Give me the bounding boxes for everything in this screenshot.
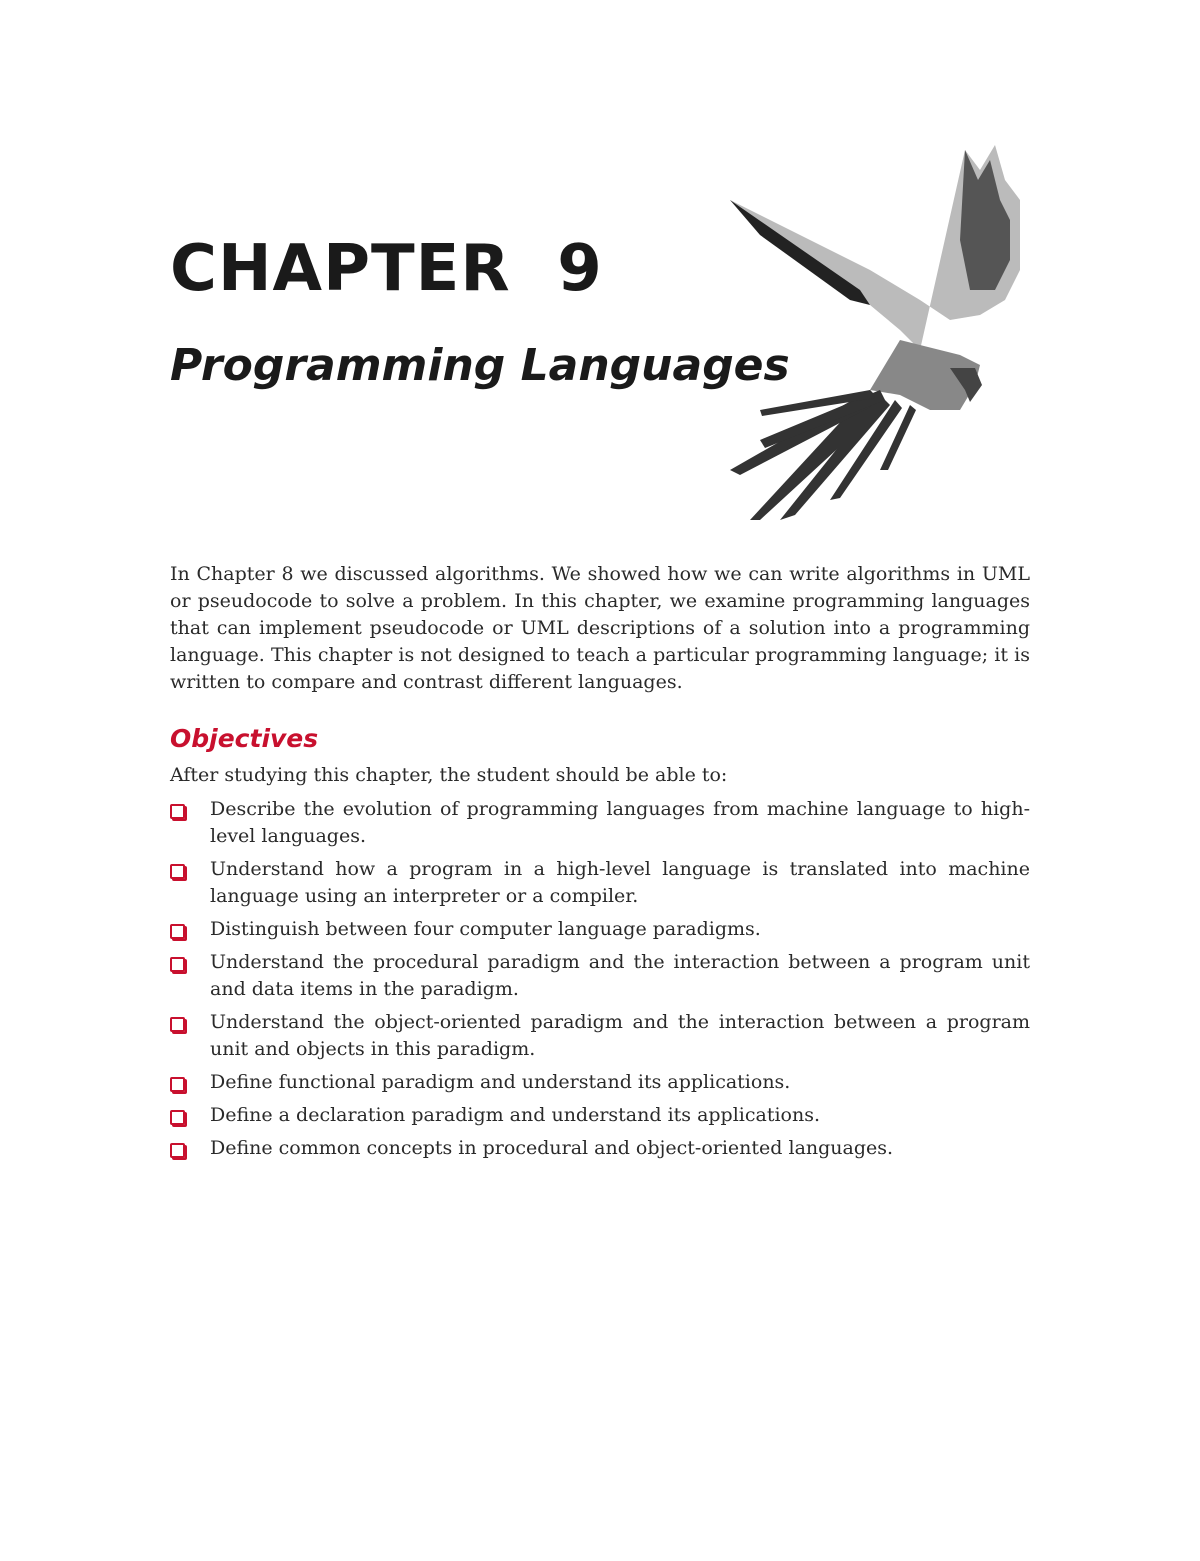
list-item [170, 796, 1030, 850]
item-text: Define functional paradigm and understand its applications. [210, 1071, 791, 1093]
item-text: Understand how a program in a high-level language is translated into machine language using an interpreter or a compiler. [210, 858, 1030, 907]
list-item [170, 1135, 1030, 1162]
list-item [170, 1009, 1030, 1063]
item-text: Define a declaration paradigm and understand its applications. [210, 1104, 821, 1126]
item-text: Understand the procedural paradigm and the interaction between a program unit and data items in the paradigm. [210, 951, 1030, 1000]
checkbox-bullet-icon [170, 864, 185, 879]
list-item [170, 949, 1030, 1003]
list-item [170, 1102, 1030, 1129]
checkbox-bullet-icon [170, 1143, 185, 1158]
objectives-list [170, 796, 1030, 1168]
chapter-number: CHAPTER 9 [170, 232, 603, 306]
checkbox-bullet-icon [170, 924, 185, 939]
checkbox-bullet-icon [170, 957, 185, 972]
list-item [170, 856, 1030, 910]
checkbox-bullet-icon [170, 1017, 185, 1032]
objectives-heading: Objectives [170, 724, 319, 753]
item-text: Describe the evolution of programming languages from machine language to high-level languages. [210, 798, 1030, 847]
list-item [170, 1069, 1030, 1096]
checkbox-bullet-icon [170, 1077, 185, 1092]
objectives-lead: After studying this chapter, the student should be able to: [170, 764, 728, 786]
intro-paragraph: In Chapter 8 we discussed algorithms. We showed how we can write algorithms in UML or pseudocode to solve a problem. In this chapter, we examine programming languages that can implement pseudocode or UML descriptions of a solution into a programming language. This chapter is not designed to teach a particular programming language; it is written to compare and contrast different languages. [170, 563, 1030, 693]
item-text: Understand the object-oriented paradigm and the interaction between a program unit and objects in this paradigm. [210, 1011, 1030, 1060]
checkbox-bullet-icon [170, 804, 185, 819]
list-item [170, 916, 1030, 943]
chapter-title: Programming Languages [170, 340, 790, 391]
checkbox-bullet-icon [170, 1110, 185, 1125]
item-text: Define common concepts in procedural and object-oriented languages. [210, 1137, 894, 1159]
item-text: Distinguish between four computer language paradigms. [210, 918, 761, 940]
parrot-illustration [720, 140, 1030, 530]
